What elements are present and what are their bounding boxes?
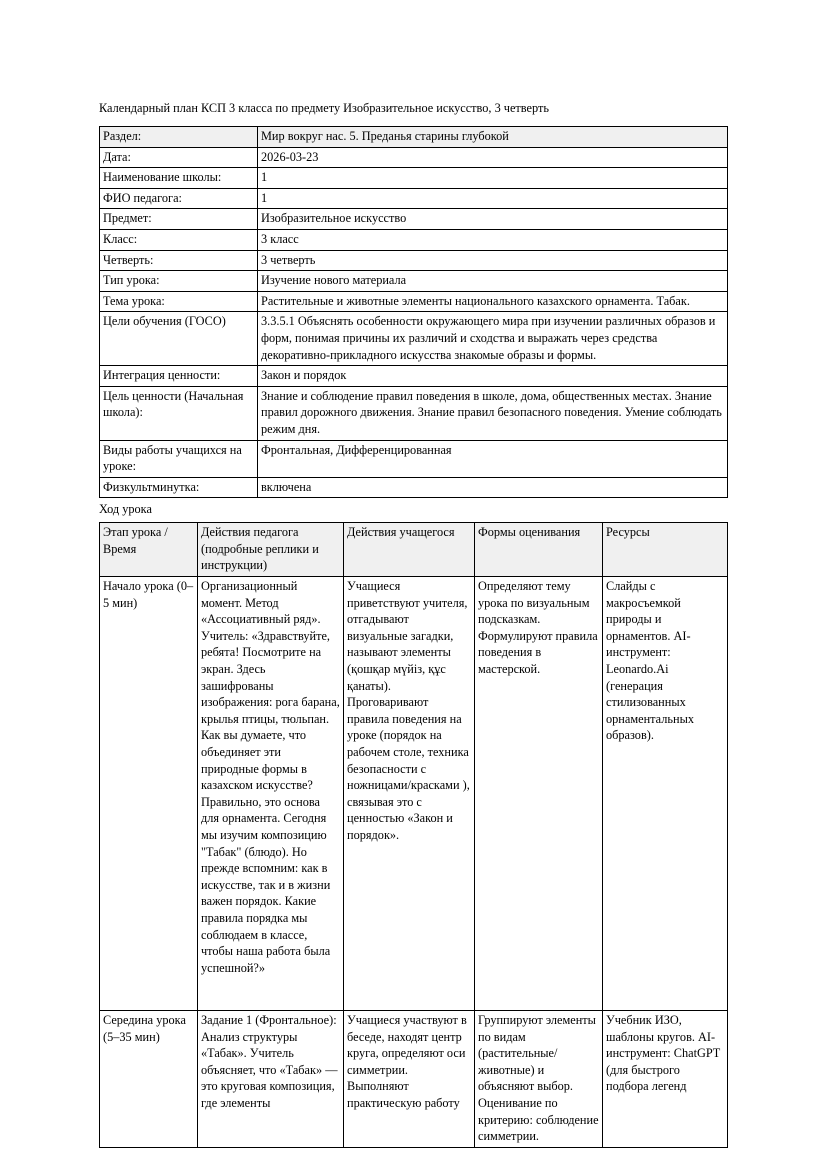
info-value: 1 — [258, 168, 728, 189]
info-label: ФИО педагога: — [100, 188, 258, 209]
cell-teacher-actions: Организационный момент. Метод «Ассоциативный ряд». Учитель: «Здравствуйте, ребята! Посмотрите на экран. Здесь зашифрованы изображения: рога барана, крылья птицы, тюльпан. Как вы думаете, что объединяет эти природные формы в казахском искусстве? Правильно, это основа для орнамента. Сегодня мы изучим композицию "Табак" (блюдо). Но прежде вспомним: как в искусстве, так и в жизни важен порядок. Какие правила порядка мы соблюдаем в классе, чтобы наша работа была успешной?» — [198, 577, 344, 1011]
info-value: Мир вокруг нас. 5. Преданья старины глубокой — [258, 127, 728, 148]
info-label: Предмет: — [100, 209, 258, 230]
info-label: Физкультминутка: — [100, 477, 258, 498]
cell-assessment: Определяют тему урока по визуальным подсказкам. Формулируют правила поведения в мастерской. — [475, 577, 603, 1011]
info-value: 3 четверть — [258, 250, 728, 271]
table-row — [100, 577, 728, 1011]
info-label: Наименование школы: — [100, 168, 258, 189]
column-header-resources: Ресурсы — [603, 523, 728, 577]
table-row — [100, 291, 728, 312]
table-row — [100, 386, 728, 440]
table-row — [100, 127, 728, 148]
info-label: Виды работы учащихся на уроке: — [100, 440, 258, 477]
table-row — [100, 312, 728, 366]
cell-teacher-actions: Задание 1 (Фронтальное): Анализ структуры «Табак». Учитель объясняет, что «Табак» — это круговая композиция, где элементы — [198, 1011, 344, 1148]
table-row — [100, 209, 728, 230]
table-row — [100, 147, 728, 168]
lesson-flow-head — [100, 523, 728, 577]
lesson-flow-table — [99, 522, 728, 1148]
table-row — [100, 188, 728, 209]
info-value: Изучение нового материала — [258, 271, 728, 292]
table-row — [100, 250, 728, 271]
info-value: Фронтальная, Дифференцированная — [258, 440, 728, 477]
cell-student-actions: Учащиеся приветствуют учителя, отгадывают визуальные загадки, называют элементы (қошқар мүйіз, құс қанаты). Проговаривают правила поведения на уроке (порядок на рабочем столе, техника безопасности с ножницами/красками ), связывая это с ценностью «Закон и порядок». — [344, 577, 475, 1011]
table-row — [100, 229, 728, 250]
page-content — [99, 100, 727, 1148]
cell-student-actions: Учащиеся участвуют в беседе, находят центр круга, определяют оси симметрии. Выполняют практическую работу — [344, 1011, 475, 1148]
lesson-info-table — [99, 126, 728, 498]
info-value: Изобразительное искусство — [258, 209, 728, 230]
info-label: Цели обучения (ГОСО) — [100, 312, 258, 366]
info-label: Класс: — [100, 229, 258, 250]
table-row — [100, 1011, 728, 1148]
table-row — [100, 440, 728, 477]
info-value: включена — [258, 477, 728, 498]
info-label: Четверть: — [100, 250, 258, 271]
table-row — [100, 168, 728, 189]
info-label: Раздел: — [100, 127, 258, 148]
info-label: Интеграция ценности: — [100, 366, 258, 387]
table-row — [100, 271, 728, 292]
column-header-assessment: Формы оценивания — [475, 523, 603, 577]
info-value: 3.3.5.1 Объяснять особенности окружающего мира при изучении различных образов и форм, понимая причины их различий и сходства и выражать через средства декоративно-прикладного искусства знакомые образы и формы. — [258, 312, 728, 366]
column-header-teacher-actions: Действия педагога (подробные реплики и инструкции) — [198, 523, 344, 577]
info-value: 2026-03-23 — [258, 147, 728, 168]
cell-resources: Учебник ИЗО, шаблоны кругов. AI-инструмент: ChatGPT (для быстрого подбора легенд — [603, 1011, 728, 1148]
cell-assessment: Группируют элементы по видам (растительные/животные) и объясняют выбор. Оценивание по критерию: соблюдение симметрии. — [475, 1011, 603, 1148]
column-header-student-actions: Действия учащегося — [344, 523, 475, 577]
info-value: Закон и порядок — [258, 366, 728, 387]
info-label: Дата: — [100, 147, 258, 168]
lesson-info-body — [100, 127, 728, 498]
info-value: 1 — [258, 188, 728, 209]
lesson-flow-heading: Ход урока — [99, 502, 152, 517]
cell-stage: Начало урока (0–5 мин) — [100, 577, 198, 1011]
info-value: Растительные и животные элементы национального казахского орнамента. Табак. — [258, 291, 728, 312]
table-row — [100, 366, 728, 387]
lesson-flow-body — [100, 577, 728, 1148]
info-label: Тема урока: — [100, 291, 258, 312]
page-title: Календарный план КСП 3 класса по предмету Изобразительное искусство, 3 четверть — [99, 101, 549, 115]
table-header-row — [100, 523, 728, 577]
cell-resources: Слайды с макросъемкой природы и орнаментов. AI-инструмент: Leonardo.Ai (генерация стилизованных орнаментальных образов). — [603, 577, 728, 1011]
column-header-stage: Этап урока / Время — [100, 523, 198, 577]
cell-stage: Середина урока (5–35 мин) — [100, 1011, 198, 1148]
info-label: Тип урока: — [100, 271, 258, 292]
info-value: Знание и соблюдение правил поведения в школе, дома, общественных местах. Знание правил дорожного движения. Знание правил безопасного поведения. Умение соблюдать режим дня. — [258, 386, 728, 440]
info-value: 3 класс — [258, 229, 728, 250]
table-row — [100, 477, 728, 498]
info-label: Цель ценности (Начальная школа): — [100, 386, 258, 440]
